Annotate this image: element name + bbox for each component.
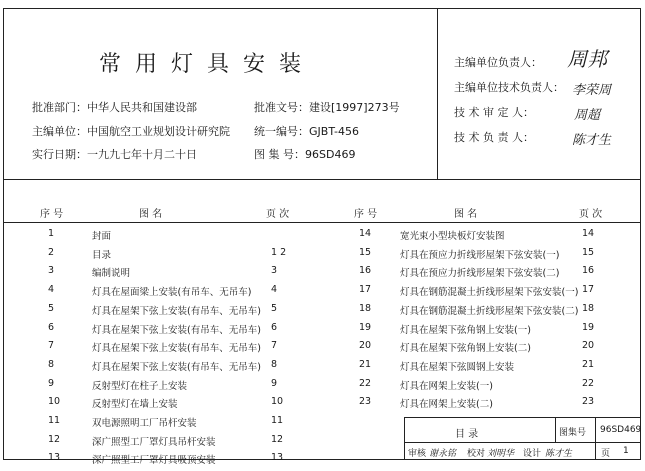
row-name: 目录: [92, 249, 112, 261]
row-no: 23: [359, 396, 372, 408]
approval-doc: 批准文号：建设[1997]273号: [254, 101, 400, 114]
col-header-page-left: 页 次: [266, 209, 290, 220]
row-no: 13: [48, 452, 61, 464]
row-page: 11: [271, 415, 284, 426]
signature-4: 陈才生: [572, 133, 612, 148]
row-no: 15: [359, 246, 372, 258]
col-header-no-left: 序 号: [40, 209, 64, 220]
row-name: 灯具在网架上安装(一): [400, 380, 493, 392]
tb-page: 1: [623, 446, 629, 456]
row-no: 19: [359, 321, 372, 333]
header-divider: [437, 9, 438, 179]
title-block: [404, 417, 641, 460]
row-page: 10: [271, 396, 284, 408]
row-page: 14: [582, 228, 595, 239]
row-no: 6: [48, 321, 55, 333]
row-no: 18: [359, 302, 372, 314]
col-header-name-right: 图 名: [454, 209, 478, 220]
tb-atlas-no: 96SD469: [600, 425, 642, 435]
row-name: 灯具在预应力折线形屋架下弦安装(一): [400, 249, 560, 261]
row-name: 宽光束小型块板灯安装图: [400, 231, 505, 242]
row-name: 灯具在屋面梁上安装(有吊车、无吊车): [92, 287, 252, 299]
sig-label-4: 技 术 负 责 人：: [454, 131, 534, 144]
row-no: 11: [48, 415, 61, 426]
row-name: 灯具在屋架下弦上安装(有吊车、无吊车): [92, 361, 261, 373]
row-page: 21: [582, 358, 595, 370]
row-name: 灯具在屋架下弦角钢上安装(二): [400, 343, 531, 355]
row-page: 3: [271, 265, 278, 277]
row-page: 9: [271, 377, 278, 389]
tb-check-label: 审核: [408, 449, 427, 459]
drawing-sheet: [3, 8, 642, 467]
row-page: 16: [582, 265, 595, 277]
row-name: 反射型灯在柱子上安装: [92, 380, 188, 392]
row-no: 16: [359, 265, 372, 277]
row-no: 12: [48, 433, 61, 445]
signature-3: 周超: [574, 108, 601, 123]
tb-atlas-label: 图集号: [559, 428, 587, 438]
signature-1: 周邦: [567, 47, 607, 71]
row-name: 灯具在网架上安装(二): [400, 399, 493, 411]
row-no: 22: [359, 377, 372, 389]
row-page: 18: [582, 302, 595, 314]
row-page: 12: [271, 433, 284, 445]
row-page: 1 2: [271, 246, 287, 258]
tb-design-label: 设计: [523, 449, 542, 459]
col-header-page-right: 页 次: [579, 209, 603, 220]
row-no: 1: [48, 228, 55, 239]
row-page: 15: [582, 246, 595, 258]
atlas-no: 图 集 号：96SD469: [254, 148, 356, 161]
row-no: 4: [48, 284, 55, 296]
row-no: 17: [359, 284, 372, 296]
row-no: 21: [359, 358, 372, 370]
row-name: 反射型灯在墙上安装: [92, 399, 178, 411]
row-name: 灯具在屋架下弦角钢上安装(一): [400, 324, 531, 336]
row-no: 10: [48, 396, 61, 408]
row-no: 7: [48, 340, 55, 352]
tb-design-sig: 陈才生: [545, 449, 573, 459]
sig-label-1: 主编单位负责人：: [454, 56, 542, 69]
row-name: 编制说明: [92, 268, 131, 280]
row-name: 灯具在钢筋混凝土折线形屋架下弦安装(二): [400, 305, 579, 317]
signature-2: 李荣周: [572, 83, 612, 98]
row-no: 9: [48, 377, 55, 389]
sig-label-2: 主编单位技术负责人：: [454, 81, 564, 94]
row-name: 灯具在钢筋混凝土折线形屋架下弦安装(一): [400, 287, 579, 299]
unified-no: 统一编号：GJBT-456: [254, 125, 359, 138]
row-page: 8: [271, 358, 278, 370]
row-page: 17: [582, 284, 595, 296]
row-page: 6: [271, 321, 278, 333]
row-name: 灯具在预应力折线形屋架下弦安装(二): [400, 268, 560, 280]
col-header-no-right: 序 号: [354, 209, 378, 220]
row-page: 20: [582, 340, 595, 352]
row-name: 双电源照明工厂吊杆安装: [92, 418, 197, 429]
tb-proof-label: 校对: [467, 449, 486, 459]
row-no: 8: [48, 358, 55, 370]
approval-dept: 批准部门：中华人民共和国建设部: [32, 101, 197, 114]
row-no: 20: [359, 340, 372, 352]
page-title: 常用灯具安装: [99, 52, 316, 77]
row-page: 5: [271, 302, 278, 314]
row-no: 2: [48, 246, 55, 258]
row-no: 14: [359, 228, 372, 239]
row-name: 深广照型工厂罩灯具吸顶安装: [92, 455, 216, 467]
row-name: 封面: [92, 231, 112, 242]
row-no: 3: [48, 265, 55, 277]
row-name: 深广照型工厂罩灯具吊杆安装: [92, 436, 216, 448]
row-page: 7: [271, 340, 278, 352]
editor-unit: 主编单位：中国航空工业规划设计研究院: [32, 125, 230, 138]
row-name: 灯具在屋架下弦上安装(有吊车、无吊车): [92, 324, 261, 336]
row-page: 22: [582, 377, 595, 389]
row-page: 23: [582, 396, 595, 408]
tb-proof-sig: 刘明华: [487, 449, 515, 459]
header-bottom-line: [4, 179, 640, 180]
row-page: 19: [582, 321, 595, 333]
row-page: 13: [271, 452, 284, 464]
row-name: 灯具在屋架下弦上安装(有吊车、无吊车): [92, 305, 261, 317]
sig-label-3: 技 术 审 定 人：: [454, 106, 534, 119]
table-header-line: [4, 222, 640, 223]
tb-name: 目 录: [455, 429, 479, 440]
col-header-name-left: 图 名: [139, 209, 163, 220]
row-page: 4: [271, 284, 278, 296]
row-name: 灯具在屋架下弦圆钢上安装: [400, 361, 515, 373]
row-name: 灯具在屋架下弦上安装(有吊车、无吊车): [92, 343, 261, 355]
tb-check-sig: 谢永铭: [429, 449, 457, 459]
effective-date: 实行日期：一九九七年十月二十日: [32, 148, 197, 161]
row-no: 5: [48, 302, 55, 314]
tb-page-label: 页: [601, 449, 611, 459]
